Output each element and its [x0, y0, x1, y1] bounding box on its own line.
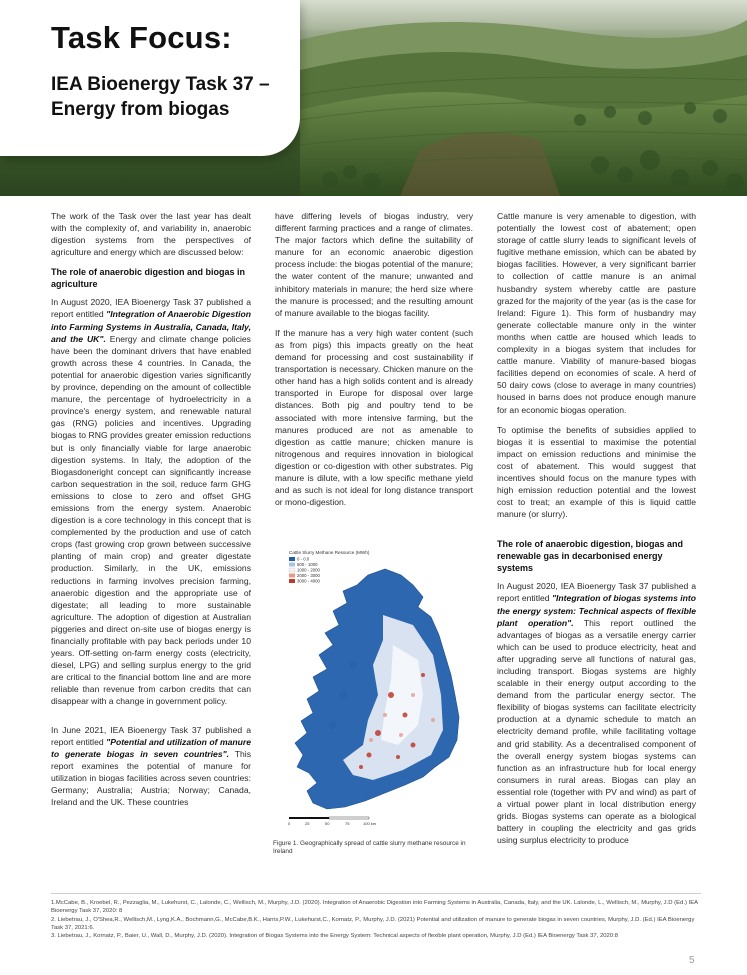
paragraph-cattle-manure: Cattle manure is very amenable to digestion, with potentially the lowest cost of abatement; open storage of cattle slurry leads to significant levels of fugitive methane emission, which can be abated by biogas facilities. However, a very significant barrier to collection of cattle manure is an animal husbandry system whereby cattle are pasture grazed for the majority of the year (as is the case for Ireland: Figure 1). This form of husbandry may generate collectable manure only in the winter months when cattle are housed which leads to complexity in a biogas system that includes for cattle manure. Viability of manure-based biogas facilities depend on economies of scale. A herd of 50 dairy cows (close to average in many countries) housed in barns does not produce enough manure for an economic biogas operation.: [497, 211, 696, 415]
scale-tick: 50: [325, 821, 330, 826]
section-heading-energy-systems: The role of anaerobic digestion, biogas and renewable gas in decarbonised energy systems: [497, 539, 684, 574]
column-2: [275, 210, 473, 516]
map-legend: [289, 557, 321, 584]
map-graphic: [273, 545, 473, 835]
footnote-divider: [51, 893, 701, 894]
map-legend-title: Cattle Slurry Methane Resource (MWh): [289, 550, 370, 555]
legend-item: 500 - 1000: [297, 562, 318, 567]
scale-tick: 25: [305, 821, 310, 826]
footnote-item: 2. Liebetrau, J., O'Shea,R., Wellisch,M., Lyng,K.A., Bochmann,G., McCabe,B.K., Harris,P.W., Lukehurst,C., Kornatz, P., Murphy, J.D. (2021) Potential and utilization of manure to generate biogas in seven countries, Murphy, J.D. (Ed.) IEA Bioenergy Task 37, 2021:6.: [51, 916, 695, 931]
page-subtitle: IEA Bioenergy Task 37 – Energy from biogas: [51, 74, 270, 120]
column-1: [51, 210, 251, 816]
section-heading-agriculture: The role of anaerobic digestion and biogas in agriculture: [51, 267, 246, 290]
title-card: [0, 0, 300, 156]
report-title-integration: "Integration of biogas systems into the energy system: Technical aspects of flexible plant operation".: [497, 593, 696, 628]
page-title: Task Focus:: [51, 20, 232, 55]
paragraph-jun-2021: In June 2021, IEA Bioenergy Task 37 published a report entitled "Potential and utilization of manure to generate biogas in seven countries". This report examines the potential of manure for utilization in biogas facilities across seven countries: Germany; Australia; Austria; Norway; Canada, Ireland and the UK. These countries: [51, 724, 251, 808]
footnotes: [51, 899, 701, 940]
report-title-farming: "Integration of Anaerobic Digestion into Farming Systems in Australia, Canada, Italy, and the UK".: [51, 309, 252, 344]
footnote-item: 1.McCabe, B., Kroebel, R., Pezzaglia, M., Lukehurst, C., Lalonde, C., Wellisch, M., Murphy, J.D. (2020). Integration of Anaerobic Digestion into Farming Systems in Australia, Canada, Italy, and the UK. Lalonde, L., Wellisch, M., Murphy, J.D (Ed.) IEA Bioenergy Task 37, 2020: 8: [51, 900, 698, 915]
paragraph-factors: have differing levels of biogas industry, very different farming practices and a range of climates. The major factors which define the suitability of manure for an economic anaerobic digestion process include: the biogas potential of the manure; the water content of the manure; unwanted and inhibitory materials in manure; the herd size where the manure is processed; and the resulting amount of manure available to the biogas facility.: [275, 211, 473, 318]
legend-item: 2000 - 3000: [297, 573, 320, 578]
paragraph-aug-2020: In August 2020, IEA Bioenergy Task 37 published a report entitled "Integration of Anaerobic Digestion into Farming Systems in Australia, Canada, Italy, and the UK". Energy and climate change policies have been the dominant drivers that have enabled growth across these 4 countries. In Canada, the potential for anaerobic digestion varies significantly by province, depending on the amount of collectible manure, the percentage of hydroelectricity in a province's energy system, and renewable natural gas (RNG) policies and incentives. Upgrading biogas to RNG provides greater emission reductions but is only financially viable for large anaerobic digestion systems. In Italy, the adoption of the Biogasdoneright concept can significantly increase carbon sequestration in the soil, reduce farm GHG emissions to close to zero and offset GHG emissions from the energy system. Anaerobic digestion is a core technology in this concept that is complemented by the production and use of catch crops (fast growing crop grown between successive planting of main crop) and greater digestate production. Similarly, in the UK, emissions reductions in farming involves precision farming, anaerobic digestion and the appropriate use of digestate; all leading to more sustainable agriculture. The adoption of digestion at Australian piggeries and direct on-site use of biogas energy is financially profitable with pay back periods under 10 years. Off-setting on-farm energy costs (electricity, diesel, LPG) and selling surplus energy to the grid are critical to the financial bottom line and are more reliable than revenue from carbon credits that can disappear with a change in government policy.: [51, 297, 252, 707]
paragraph-subsidies: To optimise the benefits of subsidies applied to biogas it is essential to maximise the potential impact on emission reductions and minimise the cost of abatement. This would suggest that incentives should focus on the manure types with high emission reduction potential and the lowest cost to treat; an example of this is liquid cattle manure (or slurry).: [497, 424, 696, 520]
legend-item: 0 - 0.0: [297, 556, 310, 562]
paragraph-integration-biogas: In August 2020, IEA Bioenergy Task 37 published a report entitled "Integration of biogas systems into the energy system: Technical aspects of flexible plant operation". This report outlined the advantages of biogas as a versatile energy carrier which can be used to produce electricity, heat and after upgrading serve all functions of natural gas, including transport. Biogas systems are highly scalable in their energy output according to the demand from the particular energy sector. The flexibility of biogas systems can facilitate electricity production at a dynamic schedule to match an electricity demand profile, while facilitating voltage and grid stability. As a decentralised component of the overall energy system biogas systems can function as an infrastructure hub for local energy consumers in rural areas. Biogas can play an essential role (together with PV and wind) as part of a virtual power plant in local distribution energy grids. Biogas systems can operate as a biological battery in coupling the electricity and gas grids using surplus electricity to produce: [497, 581, 696, 846]
legend-item: 1000 - 2000: [297, 567, 320, 573]
page-number: 5: [689, 955, 695, 966]
ireland-slurry-map: [273, 545, 473, 835]
paragraph-water-content: If the manure has a very high water content (such as from pigs) this impacts greatly on the heat demand for processing and cost sustainability if transportation is necessary. Chicken manure on the other hand has a high solids content and is already transported in Europe for disposal over large distances. Both pig and poultry tend to be associated with more intensive farming, but the manures produced are not as amenable to digestion as cattle manure; chicken manure is nitrogenous and requires innovation in biological digestion or co-digestion with other substrates. Pig manure is dilute, with a low specific methane yield and as such is not ideal for long distance transport or mono-digestion.: [275, 327, 473, 508]
footnote-item: 3. Liebetrau, J., Kornatz, P., Baier, U., Wall, D., Murphy, J.D. (2020). Integration of Biogas Systems into the Energy System: Technical aspects of flexible plant operation, Murphy, J.D (Ed.) IEA Bioenergy Task 37, 2020:8: [51, 933, 618, 940]
scale-tick: 100 km: [363, 821, 377, 826]
map-scale-bar: [288, 817, 377, 826]
legend-item: 3000 - 4000: [297, 578, 320, 584]
report-title-manure: "Potential and utilization of manure to generate biogas in seven countries".: [51, 736, 251, 759]
intro-paragraph: The work of the Task over the last year has dealt with the complexity of, and variability in, anaerobic digestion systems from the perspectives of agriculture and energy which are discussed below:: [51, 211, 251, 258]
scale-tick: 0: [288, 821, 291, 826]
column-3: [497, 210, 696, 854]
figure-caption: Figure 1. Geographically spread of cattle slurry methane resource in Ireland: [273, 840, 466, 856]
scale-tick: 75: [345, 821, 350, 826]
